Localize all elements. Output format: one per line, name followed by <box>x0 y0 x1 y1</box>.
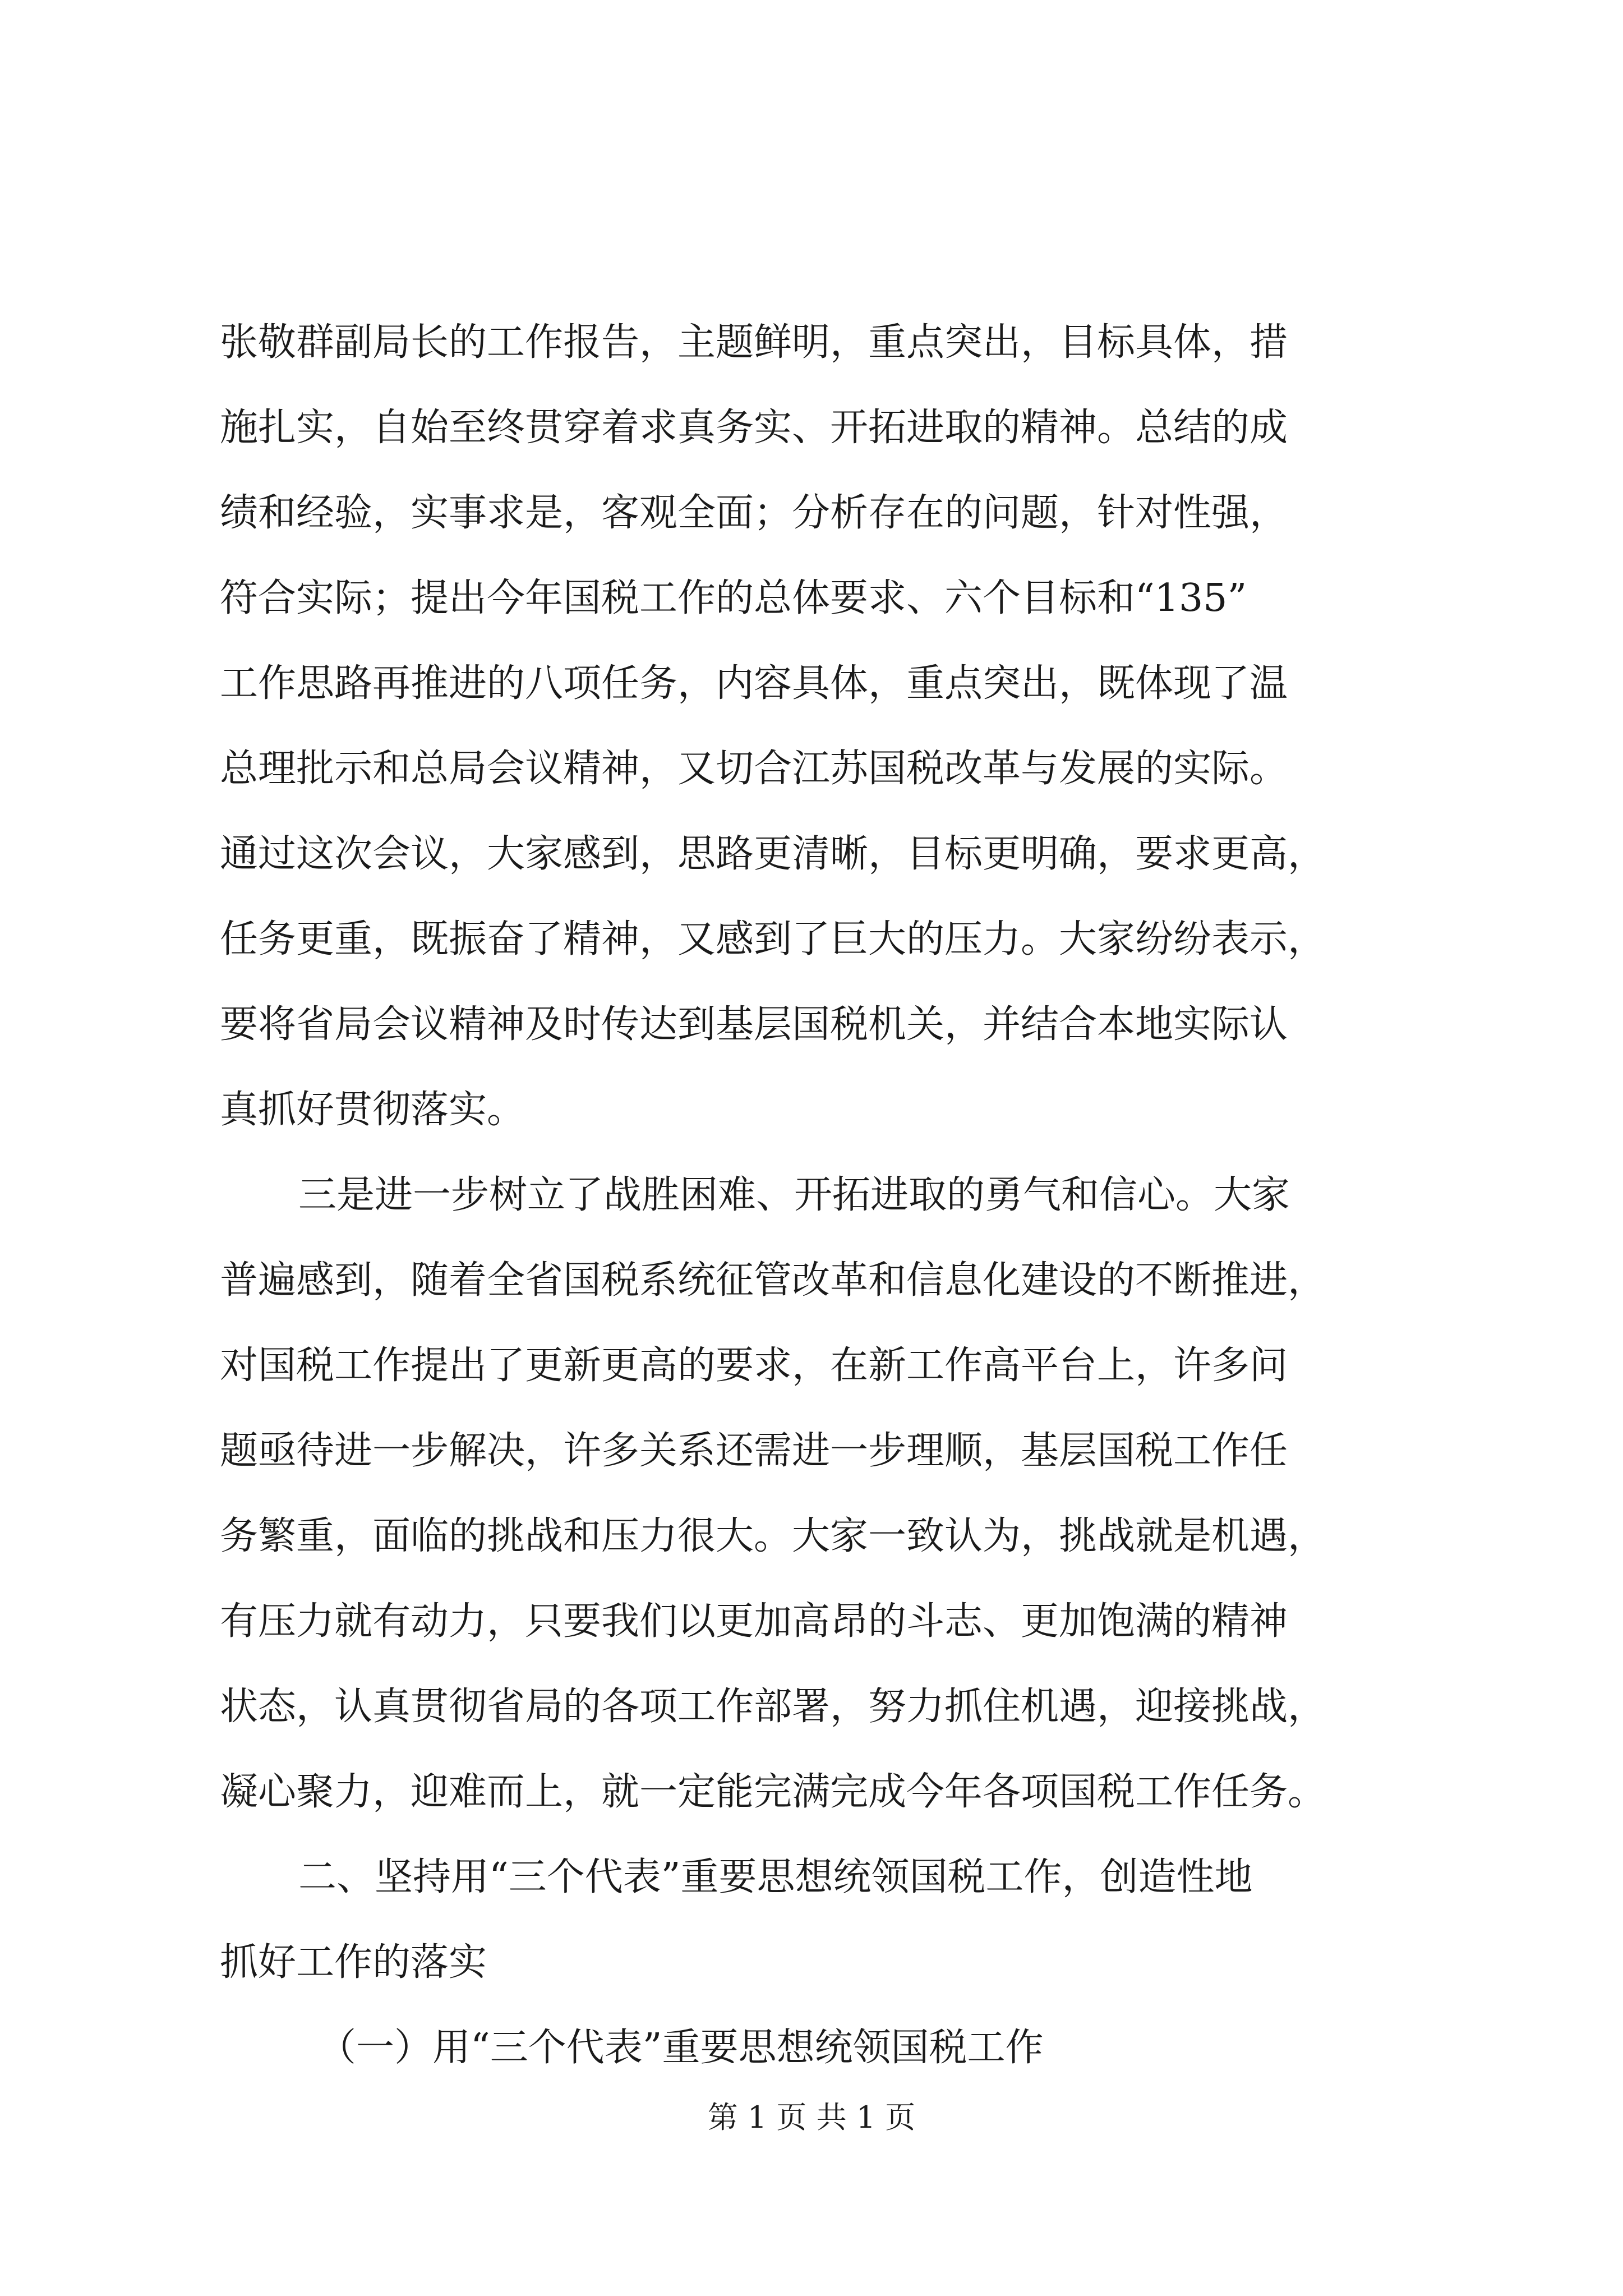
text-line: 题亟待进一步解决，许多关系还需进一步理顺，基层国税工作任 <box>220 1429 1288 1473</box>
text-line: 对国税工作提出了更新更高的要求，在新工作高平台上，许多问 <box>220 1343 1288 1388</box>
section-heading-cont: 抓好工作的落实 <box>220 1940 487 1985</box>
page-number-label: 第 1 页 共 1 页 <box>707 2100 916 2135</box>
section-heading: 二、坚持用“三个代表”重要思想统领国税工作，创造性地 <box>298 1855 1253 1899</box>
text-line: 凝心聚力，迎难而上，就一定能完满完成今年各项国税工作任务。 <box>220 1770 1326 1814</box>
subsection-heading: （一）用“三个代表”重要思想统领国税工作 <box>318 2026 1044 2070</box>
text-line: 总理批示和总局会议精神，又切合江苏国税改革与发展的实际。 <box>220 747 1288 791</box>
text-line: 真抓好贯彻落实。 <box>220 1088 525 1132</box>
paragraph-first-line: 三是进一步树立了战胜困难、开拓进取的勇气和信心。大家 <box>298 1173 1290 1217</box>
text-line: 施扎实，自始至终贯穿着求真务实、开拓进取的精神。总结的成 <box>220 406 1288 450</box>
text-line: 通过这次会议，大家感到，思路更清晰，目标更明确，要求更高， <box>220 832 1326 876</box>
text-line: 务繁重，面临的挑战和压力很大。大家一致认为，挑战就是机遇， <box>220 1514 1326 1558</box>
text-line: 有压力就有动力，只要我们以更加高昂的斗志、更加饱满的精神 <box>220 1599 1288 1644</box>
text-line: 工作思路再推进的八项任务，内容具体，重点突出，既体现了温 <box>220 661 1288 706</box>
text-line: 张敬群副局长的工作报告，主题鲜明，重点突出，目标具体，措 <box>220 320 1288 365</box>
text-line: 状态，认真贯彻省局的各项工作部署，努力抓住机遇，迎接挑战， <box>220 1685 1326 1729</box>
document-body <box>220 300 1431 2091</box>
text-line: 要将省局会议精神及时传达到基层国税机关，并结合本地实际认 <box>220 1002 1288 1047</box>
text-line: 绩和经验，实事求是，客观全面；分析存在的问题，针对性强， <box>220 491 1288 535</box>
text-line: 普遍感到，随着全省国税系统征管改革和信息化建设的不断推进， <box>220 1258 1326 1303</box>
text-line: 符合实际；提出今年国税工作的总体要求、六个目标和“135” <box>220 576 1247 620</box>
page-footer <box>0 2098 1623 2137</box>
text-line: 任务更重，既振奋了精神，又感到了巨大的压力。大家纷纷表示， <box>220 917 1326 961</box>
